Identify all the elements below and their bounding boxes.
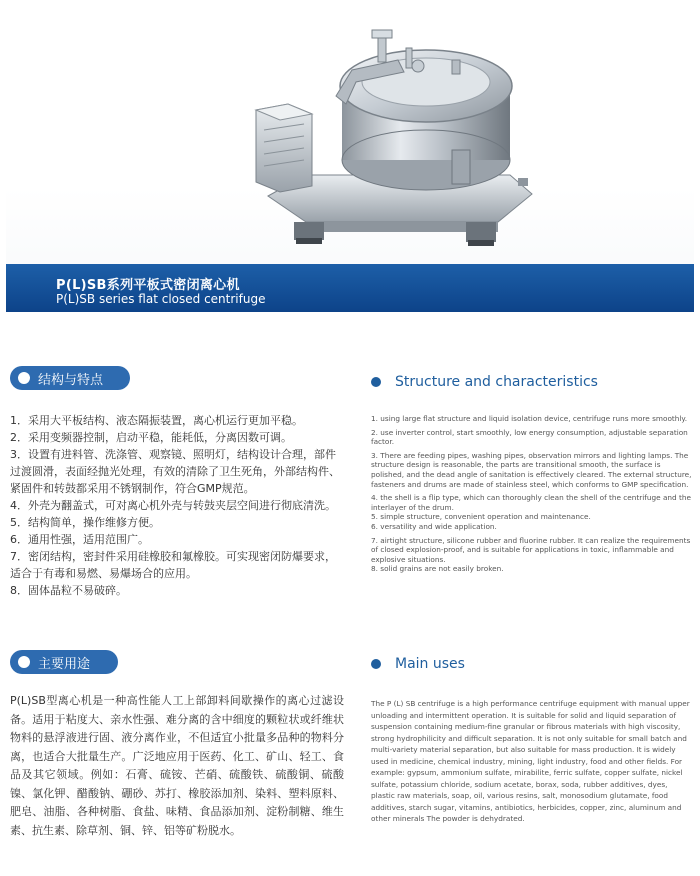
list-item: 1. using large flat structure and liquid isolation device, centrifuge runs more smoothly. [371,414,688,423]
structure-heading-en [371,374,598,390]
uses-text-cn: P(L)SB型离心机是一种高性能人工上部卸料间歇操作的离心过滤设备。适用于粘度大、亲水性强、难分离的含中细度的颗粒状或纤维状物料的悬浮液进行固、液分离作业，不但适宜小批量多品种的物料分离，也适合大批量生产。广泛地应用于医药、化工、矿山、轻工、食品及其它领域。例如：石膏、硫铵、芒硝、硫酸铁、硫酸铜、硫酸镍、氯化钾、醋酸钠、硼砂、苏打、橡胶添加剂、染料、塑料原料、肥皂、油脂、各种树脂、食盐、味精、食品添加剂、淀粉制糖、维生素、抗生素、除草剂、铜、锌、铝等矿粉脱水。 [10,694,344,837]
bullet-dot-icon [18,656,30,668]
list-item: 3．设置有进料管、洗涤管、观察镜、照明灯，结构设计合理，部件过渡圆滑，表面经抛光处理，有效的清除了卫生死角，外部结构件、紧固件和转鼓都采用不锈钢制作，符合GMP规范。 [10,448,340,495]
list-item: 2. use inverter control, start smoothly, low energy consumption, adjustable separation factor. [371,427,688,447]
uses-heading-en [371,656,465,672]
centrifuge-photo [6,0,694,266]
list-item: 2．采用变频器控制，启动平稳，能耗低，分离因数可调。 [10,431,292,444]
product-title-banner [6,264,694,312]
structure-heading-cn-label: 结构与特点 [38,372,104,388]
product-title-en: P(L)SB series flat closed centrifuge [56,292,266,306]
list-item: 4．外壳为翻盖式，可对离心机外壳与转鼓夹层空间进行彻底清洗。 [10,499,336,512]
structure-list-cn [10,412,340,599]
list-item: 5．结构简单，操作维修方便。 [10,516,160,529]
list-item: 8. solid grains are not easily broken. [371,564,504,574]
list-item: 5. simple structure, convenient operation and maintenance. [371,512,591,522]
uses-heading-cn-label: 主要用途 [38,656,91,672]
list-item: 6．通用性强，适用范围广。 [10,533,149,546]
product-hero [6,0,694,312]
bullet-dot-icon [371,377,381,387]
structure-heading-en-label: Structure and characteristics [395,374,598,390]
list-item: 7. airtight structure, silicone rubber and fluorine rubber. It can realize the requirements of closed explosion-proof, and is suitable for applications in toxic, inflammable and explosive situations. [371,535,691,564]
structure-list-en [371,414,693,578]
list-item: 6. versatility and wide application. [371,521,497,531]
product-title-cn: P(L)SB系列平板式密闭离心机 [56,278,240,293]
uses-heading-en-label: Main uses [395,656,465,672]
list-item: 4. the shell is a flip type, which can thoroughly clean the shell of the centrifuge and the interlayer of the drum. [371,493,691,512]
structure-heading-cn [10,366,130,390]
list-item: 7．密闭结构，密封件采用硅橡胶和氟橡胶。可实现密闭防爆要求，适合于有毒和易燃、易爆场合的应用。 [10,550,336,580]
bullet-dot-icon [371,659,381,669]
list-item: 1．采用大平板结构、液态隔振装置，离心机运行更加平稳。 [10,414,303,427]
uses-text-en: The P (L) SB centrifuge is a high performance centrifuge equipment with manual upper unloading and intermittent operation. It is suitable for solid and liquid separation of suspension containing medium-fine granular or fibrous materials with high viscosity, strong hydrophilicity and difficult separation. It is not only suitable for small batch and multi-variety material separation, but also suitable for mass production. It is widely used in medicine, chemical industry, mining, light industry, food and other fields. For example: gypsum, ammonium sulfate, mirabilite, ferric sulfate, copper sulfate, nickel sulfate, potassium chloride, sodium acetate, borax, soda, rubber additives, dyes, plastic raw materials, soap, oil, various resins, salt, monosodium glutamate, food additives, starch sugar, vitamins, antibiotics, herbicides, copper, zinc, aluminum and other minerals The powder is dehydrated. [371,699,690,823]
list-item: 3. There are feeding pipes, washing pipes, observation mirrors and lighting lamps. The structure design is reasonable, the parts are transitional smooth, the surface is polished, and the dead angle of sanitation is effectively cleared. The external structure, fasteners and drums are made of stainless steel, which conforms to GMP specification. [371,450,692,489]
list-item: 8．固体晶粒不易破碎。 [10,584,127,597]
uses-heading-cn [10,650,118,674]
bullet-dot-icon [18,372,30,384]
